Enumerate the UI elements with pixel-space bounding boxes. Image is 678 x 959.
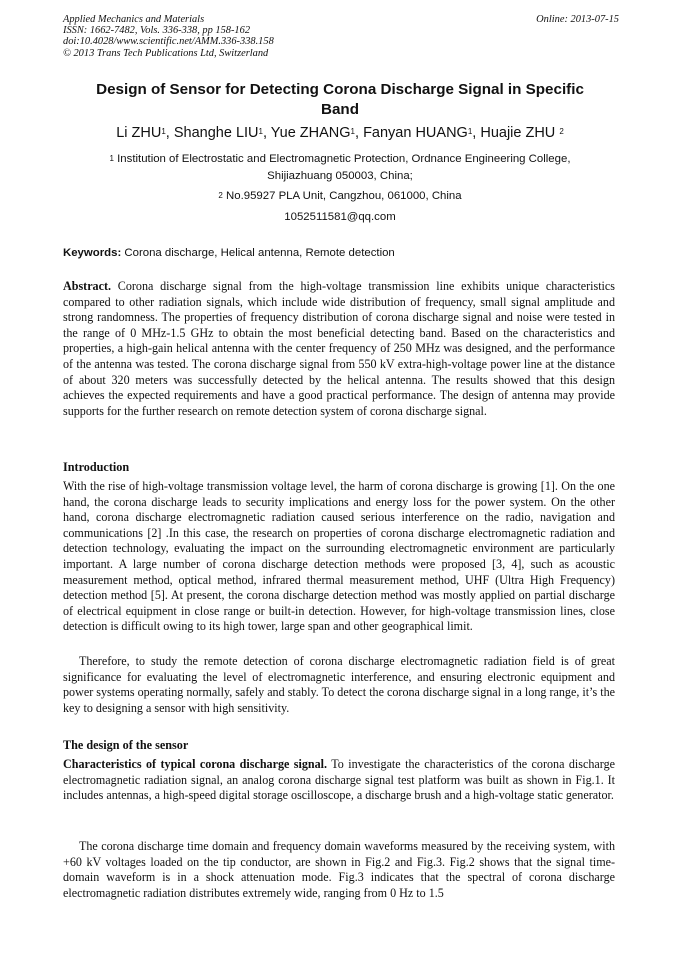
affiliation-1 xyxy=(70,151,610,185)
author-affiliation-mark: 1 xyxy=(350,127,355,136)
author-affiliation-mark: 1 xyxy=(161,127,166,136)
online-date: Online: 2013-07-15 xyxy=(536,14,619,25)
affiliation-1-line-1: Institution of Electrostatic and Electromagnetic Protection, Ordnance Engineering College, xyxy=(113,153,571,165)
author-affiliation-mark: 1 xyxy=(467,127,473,136)
abstract-label: Abstract. xyxy=(63,279,112,293)
intro-paragraph-1: With the rise of high-voltage transmission voltage level, the harm of corona discharge is growing [1]. On the one hand, the corona discharge leads to security implications and energy loss for the power system. On the other hand, corona discharge electromagnetic radiation caused serious interference on the radio, navigation and communications [2] .In this case, the research on properties of corona discharge electromagnetic radiation and detection technology, evaluating the impact on the surrounding electromagnetic environment are particularly important. A large number of corona discharge detection methods were proposed [3, 4], such as acoustic measurement method, optical method, infrared thermal measurement method, UHF (Ultra High Frequency) detection method [5]. At present, the corona discharge detection method was mostly applied on partial discharge of electrical equipment in close range or built-in detection. However, for high-voltage transmission lines, close detection is difficult owing to its high tower, large span and other geographical limit. xyxy=(63,479,615,634)
author-affiliation-mark: 2 xyxy=(559,127,564,136)
affiliation-1-mark: 1 xyxy=(109,154,114,163)
author xyxy=(363,125,480,141)
intro-paragraph-2: Therefore, to study the remote detection of corona discharge electromagnetic radiation field is of great significance for evaluating the level of electromagnetic interference, and ensuring electronic equipment and power systems operating normally, safely and stably. To detect the corona discharge signal in a long range, it’s the key to designing a sensor with high sensitivity. xyxy=(63,654,615,715)
design-paragraph-1 xyxy=(63,757,615,804)
author xyxy=(480,125,563,141)
author-name: Li ZHU xyxy=(116,125,162,141)
author xyxy=(271,125,363,141)
journal-issn: ISSN: 1662-7482, Vols. 336-338, pp 158-162 xyxy=(63,25,251,37)
section-heading-introduction: Introduction xyxy=(63,460,130,474)
abstract-text: Corona discharge signal from the high-voltage transmission line exhibits unique characteristics compared to other radiation signals, which include wide distribution of frequency, small signal amplitude and strong randomness. The properties of frequency distribution of corona discharge signal and noise were tested in the range of 0 MHz-1.5 GHz to obtain the most beneficial detecting band. Based on the characteristics and properties, a high-gain helical antenna with the center frequency of 250 MHz was designed, and the performance of the antenna was tested. The corona discharge signal from 550 kV extra-high-voltage power line at the distance of about 320 meters was successfully detected by the helical antenna. The results showed that this design achieves the expected requirements and have a good practical performance. The design of antenna may provide supports for the further research on remote detection system of corona discharge signal. xyxy=(63,279,615,418)
author xyxy=(116,125,174,141)
author-name: Fanyan HUANG xyxy=(363,125,468,141)
journal-copyright: © 2013 Trans Tech Publications Ltd, Switzerland xyxy=(63,47,269,59)
paper-title xyxy=(70,80,610,120)
affiliation-2-text: No.95927 PLA Unit, Cangzhou, 061000, China xyxy=(222,190,462,202)
journal-name: Applied Mechanics and Materials xyxy=(63,14,205,25)
title-line-2: Band xyxy=(321,101,359,118)
affiliation-1-line-2: Shijiazhuang 050003, China; xyxy=(267,170,413,182)
design-paragraph-1-text: To investigate the characteristics of the corona discharge electromagnetic radiation signal, an analog corona discharge signal test platform was built as shown in Fig.1. It includes antennas, a high-speed digital storage oscilloscope, a discharge brush and a high-voltage static generator. xyxy=(63,757,615,803)
abstract xyxy=(63,279,615,419)
author xyxy=(174,125,271,141)
author-name: Yue ZHANG xyxy=(270,125,351,141)
keywords xyxy=(63,245,619,261)
title-line-1: Design of Sensor for Detecting Corona Discharge Signal in Specific xyxy=(96,81,584,98)
author-name: Huajie ZHU xyxy=(480,125,560,141)
journal-header xyxy=(63,14,619,59)
section-heading-sensor-design: The design of the sensor xyxy=(63,738,189,752)
author-separator: , xyxy=(472,125,481,141)
affiliation-2 xyxy=(70,188,610,205)
design-subheading: Characteristics of typical corona discharge signal. xyxy=(63,757,328,771)
design-paragraph-2: The corona discharge time domain and frequency domain waveforms measured by the receiving system, with +60 kV voltages loaded on the tip conductor, are shown in Fig.2 and Fig.3. Fig.2 shows that the signal time-domain waveform is in a shock attenuation mode. Fig.3 indicates that the spectral of corona discharge electromagnetic radiation distributes extremely wide, ranging from 0 Hz to 1.5 xyxy=(63,839,615,900)
journal-doi: doi:10.4028/www.scientific.net/AMM.336-338.158 xyxy=(63,36,274,48)
affiliation-2-mark: 2 xyxy=(218,191,223,200)
author-name: Shanghe LIU xyxy=(173,125,259,141)
author-separator: , xyxy=(355,125,364,141)
author-separator: , xyxy=(165,125,174,141)
keywords-label: Keywords: xyxy=(63,247,122,259)
keywords-text: Corona discharge, Helical antenna, Remote detection xyxy=(121,247,395,259)
author-affiliation-mark: 1 xyxy=(258,127,263,136)
author-list xyxy=(60,124,620,142)
contact-email: 1052511581@qq.com xyxy=(284,211,396,223)
author-separator: , xyxy=(262,125,271,141)
